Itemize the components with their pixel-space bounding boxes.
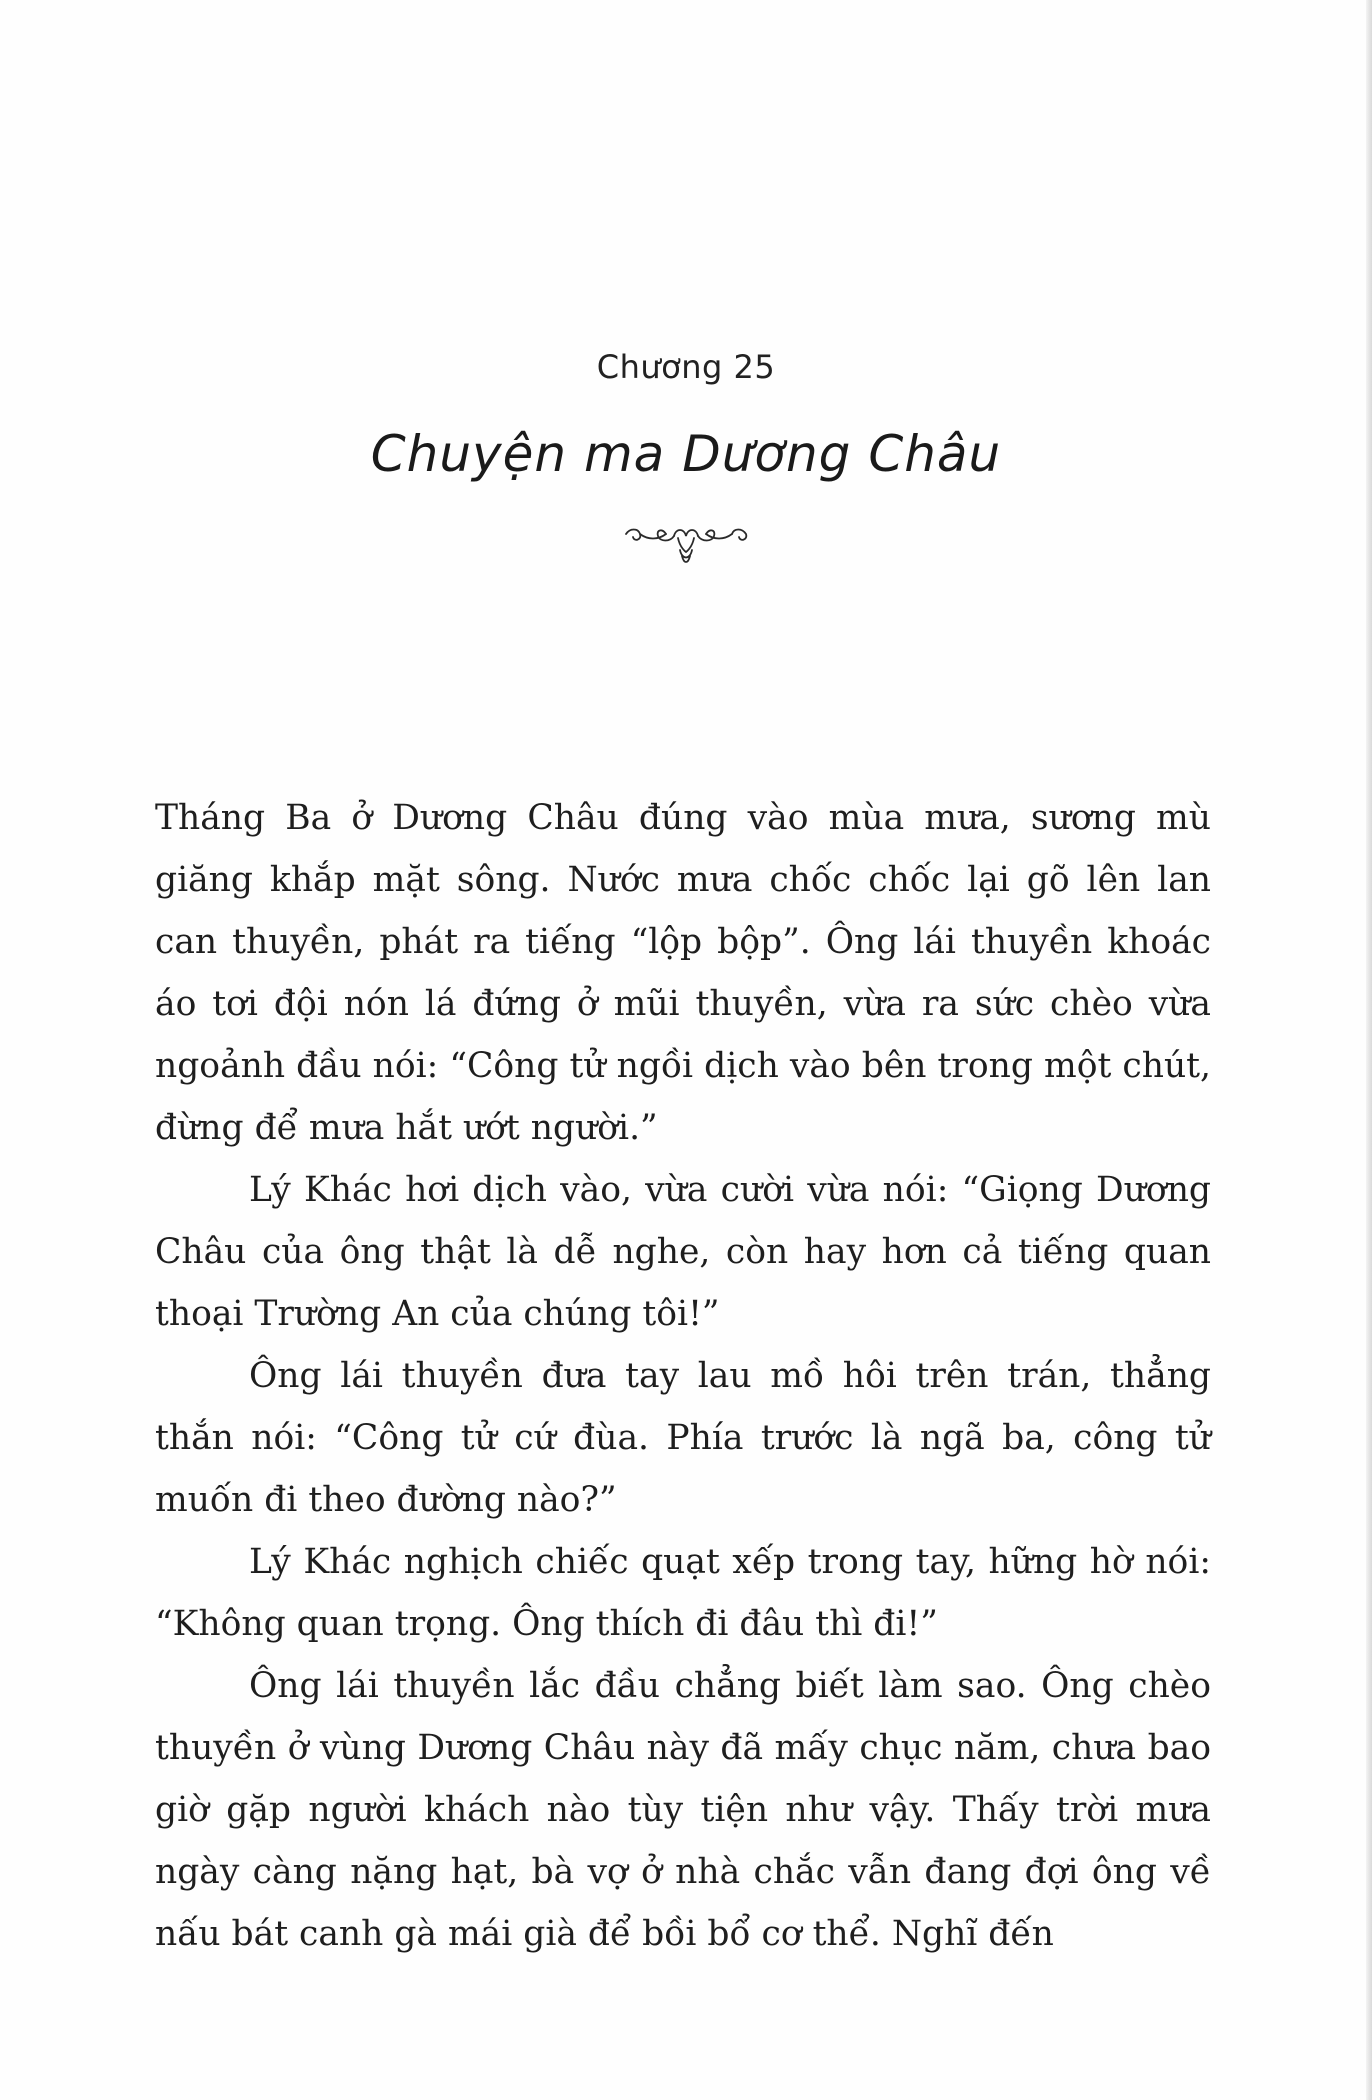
paragraph: Ông lái thuyền đưa tay lau mồ hôi trên trán, thẳng thắn nói: “Công tử cứ đùa. Phía trước là ngã ba, công tử muốn đi theo đường nào?” [155,1356,1211,1520]
page-edge-shadow [1366,0,1372,2100]
paragraph: Lý Khác nghịch chiếc quạt xếp trong tay, hững hờ nói: “Không quan trọng. Ông thích đi đâu thì đi!” [155,1542,1211,1644]
paragraph: Ông lái thuyền lắc đầu chẳng biết làm sao. Ông chèo thuyền ở vùng Dương Châu này đã mấy chục năm, chưa bao giờ gặp người khách nào tùy tiện như vậy. Thấy trời mưa ngày càng nặng hạt, bà vợ ở nhà chắc vẫn đang đợi ông về nấu bát canh gà mái già để bồi bổ cơ thể. Nghĩ đến [155,1666,1211,1954]
paragraph: Tháng Ba ở Dương Châu đúng vào mùa mưa, sương mù giăng khắp mặt sông. Nước mưa chốc chốc lại gõ lên lan can thuyền, phát ra tiếng “lộp bộp”. Ông lái thuyền khoác áo tơi đội nón lá đứng ở mũi thuyền, vừa ra sức chèo vừa ngoảnh đầu nói: “Công tử ngồi dịch vào bên trong một chút, đừng để mưa hắt ướt người.” [155,798,1211,1148]
chapter-body [155,787,1211,1965]
chapter-title: Chuyện ma Dương Châu [370,425,1002,483]
chapter-number: Chương 25 [596,348,776,386]
scroll-flourish-icon [622,520,750,566]
paragraph: Lý Khác hơi dịch vào, vừa cười vừa nói: “Giọng Dương Châu của ông thật là dễ nghe, còn hay hơn cả tiếng quan thoại Trường An của chúng tôi!” [155,1170,1211,1334]
